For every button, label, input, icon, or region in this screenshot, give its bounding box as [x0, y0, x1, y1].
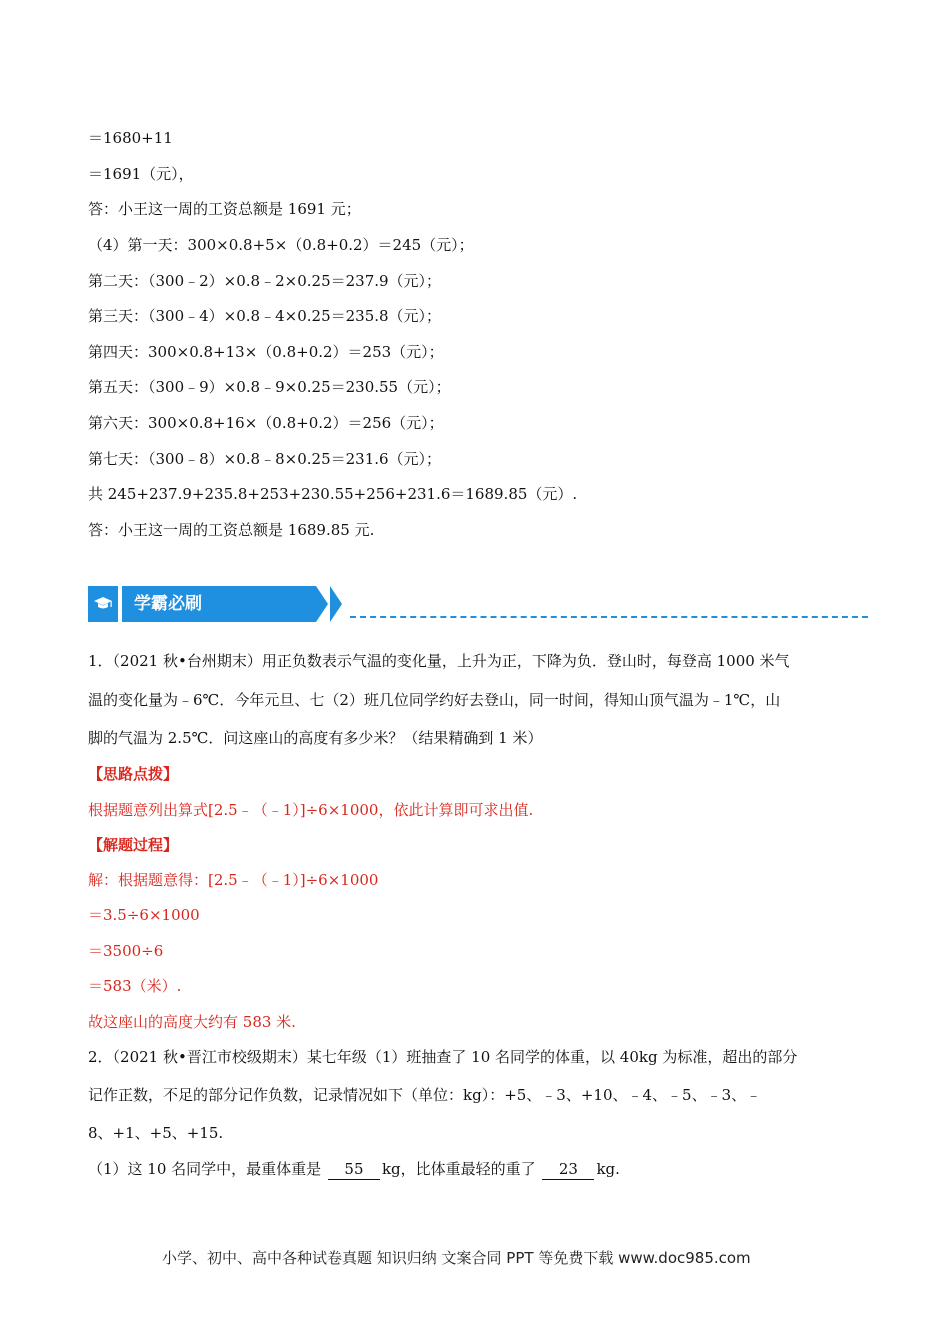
solution-line: 共 245+237.9+235.8+253+230.55+256+231.6＝1689.85（元）.	[88, 485, 578, 503]
part-1-prefix: （1）这 10 名同学中，最重体重是	[88, 1160, 322, 1178]
section-banner	[88, 586, 868, 622]
solution-line: 第五天：（300﹣9）×0.8﹣9×0.25＝230.55（元）；	[88, 378, 451, 396]
solution-label: 【解题过程】	[88, 836, 179, 854]
answer-blank-2: 23	[542, 1159, 594, 1180]
banner-title: 学霸必刷	[122, 586, 316, 622]
part-1-unit-1: kg，比体重最轻的重了	[381, 1160, 536, 1178]
question-text: 1．（2021 秋•台州期末）用正负数表示气温的变化量，上升为正，下降为负．登山时，每登高 1000 米气	[88, 652, 790, 670]
page-footer: 小学、初中、高中各种试卷真题 知识归纳 文案合同 PPT 等免费下载 www.doc985.com	[162, 1249, 751, 1267]
banner-divider	[350, 616, 868, 618]
solution-line: 答：小王这一周的工资总额是 1691 元；	[88, 200, 361, 218]
solution-step: ＝583（米）.	[88, 977, 182, 995]
part-1-unit-2: kg.	[596, 1160, 620, 1178]
question-text: 2．（2021 秋•晋江市校级期末）某七年级（1）班抽查了 10 名同学的体重，以 40kg 为标准，超出的部分	[88, 1048, 798, 1066]
question-text: 记作正数，不足的部分记作负数，记录情况如下（单位：kg）：+5、﹣3、+10、﹣4、﹣5、﹣3、﹣	[88, 1086, 762, 1104]
solution-line: 第四天：300×0.8+13×（0.8+0.2）＝253（元）；	[88, 343, 444, 361]
chevron-right-icon	[316, 586, 328, 622]
solution-line: ＝1691（元），	[88, 165, 194, 183]
solution-line: 第三天：（300﹣4）×0.8﹣4×0.25＝235.8（元）；	[88, 307, 442, 325]
solution-line: 第二天：（300﹣2）×0.8﹣2×0.25＝237.9（元）；	[88, 272, 442, 290]
solution-line: （4）第一天：300×0.8+5×（0.8+0.2）＝245（元）；	[88, 236, 474, 254]
solution-line: 第七天：（300﹣8）×0.8﹣8×0.25＝231.6（元）；	[88, 450, 442, 468]
graduation-cap-icon	[88, 586, 118, 622]
hint-text: 根据题意列出算式[2.5﹣（﹣1）]÷6×1000，依此计算即可求出值.	[88, 801, 534, 819]
hint-label: 【思路点拨】	[88, 765, 179, 783]
solution-step: ＝3.5÷6×1000	[88, 906, 200, 924]
question-text: 温的变化量为﹣6℃．今年元旦、七（2）班几位同学约好去登山，同一时间，得知山顶气温为﹣1℃，山	[88, 691, 781, 709]
chevron-right-icon	[330, 586, 342, 622]
question-text: 8、+1、+5、+15.	[88, 1124, 224, 1142]
solution-step: ＝3500÷6	[88, 942, 164, 960]
answer-blank-1: 55	[328, 1159, 380, 1180]
solution-line: 第六天：300×0.8+16×（0.8+0.2）＝256（元）；	[88, 414, 444, 432]
question-part-1	[88, 1159, 620, 1180]
solution-line: 答：小王这一周的工资总额是 1689.85 元.	[88, 521, 375, 539]
question-text: 脚的气温为 2.5℃．问这座山的高度有多少米？（结果精确到 1 米）	[88, 729, 543, 747]
solution-conclusion: 故这座山的高度大约有 583 米.	[88, 1013, 296, 1031]
solution-line: ＝1680+11	[88, 129, 173, 147]
solution-step: 解：根据题意得：[2.5﹣（﹣1）]÷6×1000	[88, 871, 379, 889]
